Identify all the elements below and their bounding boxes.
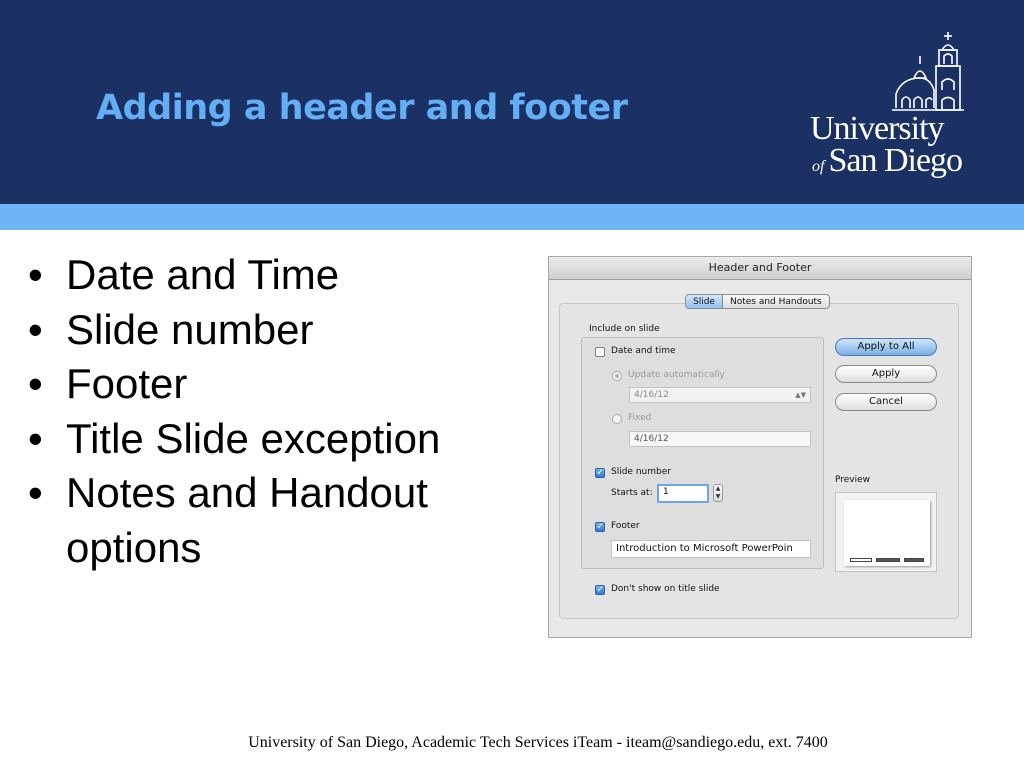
slide-title: Adding a header and footer [96,88,628,128]
cancel-button[interactable]: Cancel [835,393,937,411]
date-time-checkbox[interactable] [595,347,605,357]
fixed-radio[interactable] [612,414,622,424]
starts-at-label: Starts at: [611,488,653,498]
dialog-title: Header and Footer [708,261,812,274]
bullet-text: Date and Time [66,251,340,298]
date-format-value: 4/16/12 [634,390,669,400]
update-automatically-label: Update automatically [628,370,725,380]
bullet-text: Notes and Handout options [66,469,428,571]
footer-text-field[interactable]: Introduction to Microsoft PowerPoin [611,540,811,558]
slide-number-checkbox[interactable]: ✓ [596,468,604,478]
preview-number-placeholder [904,558,924,562]
mission-building-icon [806,30,976,120]
tab-notes-handouts[interactable]: Notes and Handouts [723,294,830,309]
bullet-item [28,466,496,575]
logo-sd-text: San Diego [828,142,963,179]
preview-footer-placeholder [876,558,900,562]
university-logo [806,30,976,190]
apply-to-all-button[interactable]: Apply to All [835,338,937,356]
bullet-item [28,357,496,412]
slide-footer: University of San Diego, Academic Tech Services iTeam - iteam@sandiego.edu, ext. 7400 [248,734,828,751]
bullet-item [28,248,496,303]
bullet-text: Title Slide exception [66,414,441,462]
bullet-dot: • [28,251,43,298]
preview-slide-thumbnail [844,500,930,566]
date-time-label: Date and time [611,346,676,356]
bullet-list [28,248,496,575]
tab-slide[interactable]: Slide [685,294,723,309]
header-footer-dialog [548,256,972,638]
preview-label: Preview [835,475,871,485]
fixed-label: Fixed [628,413,652,423]
dialog-titlebar[interactable] [549,257,971,280]
bullet-text: Slide number [66,305,314,353]
bullet-dot: • [28,305,43,353]
starts-at-field[interactable]: 1 [657,484,709,503]
bullet-dot: • [28,414,43,462]
include-on-slide-label: Include on slide [589,324,660,334]
logo-san-diego-text [812,142,962,180]
preview-date-placeholder [850,558,872,562]
bullet-item [28,412,496,467]
accent-stripe [0,204,1024,230]
dont-show-title-label: Don't show on title slide [611,584,720,594]
select-arrows-icon: ▲▼ [795,391,806,399]
date-format-select[interactable] [629,387,811,403]
footer-checkbox[interactable]: ✓ [596,522,604,532]
update-automatically-radio[interactable] [612,371,622,381]
starts-at-stepper[interactable]: ▲ ▼ [713,484,723,502]
bullet-dot: • [28,469,43,516]
logo-university-text: University [810,110,944,147]
apply-button[interactable]: Apply [835,365,937,383]
logo-of-text: of [812,158,825,175]
preview-box [835,492,937,572]
slide-number-label: Slide number [611,467,671,477]
bullet-text: Footer [66,360,188,407]
dont-show-title-checkbox[interactable]: ✓ [596,585,604,595]
tab-bar [685,294,830,309]
header-banner [0,0,1024,204]
footer-label: Footer [611,521,640,531]
bullet-item [28,303,496,358]
fixed-date-field[interactable]: 4/16/12 [629,431,811,447]
bullet-dot: • [28,360,43,407]
